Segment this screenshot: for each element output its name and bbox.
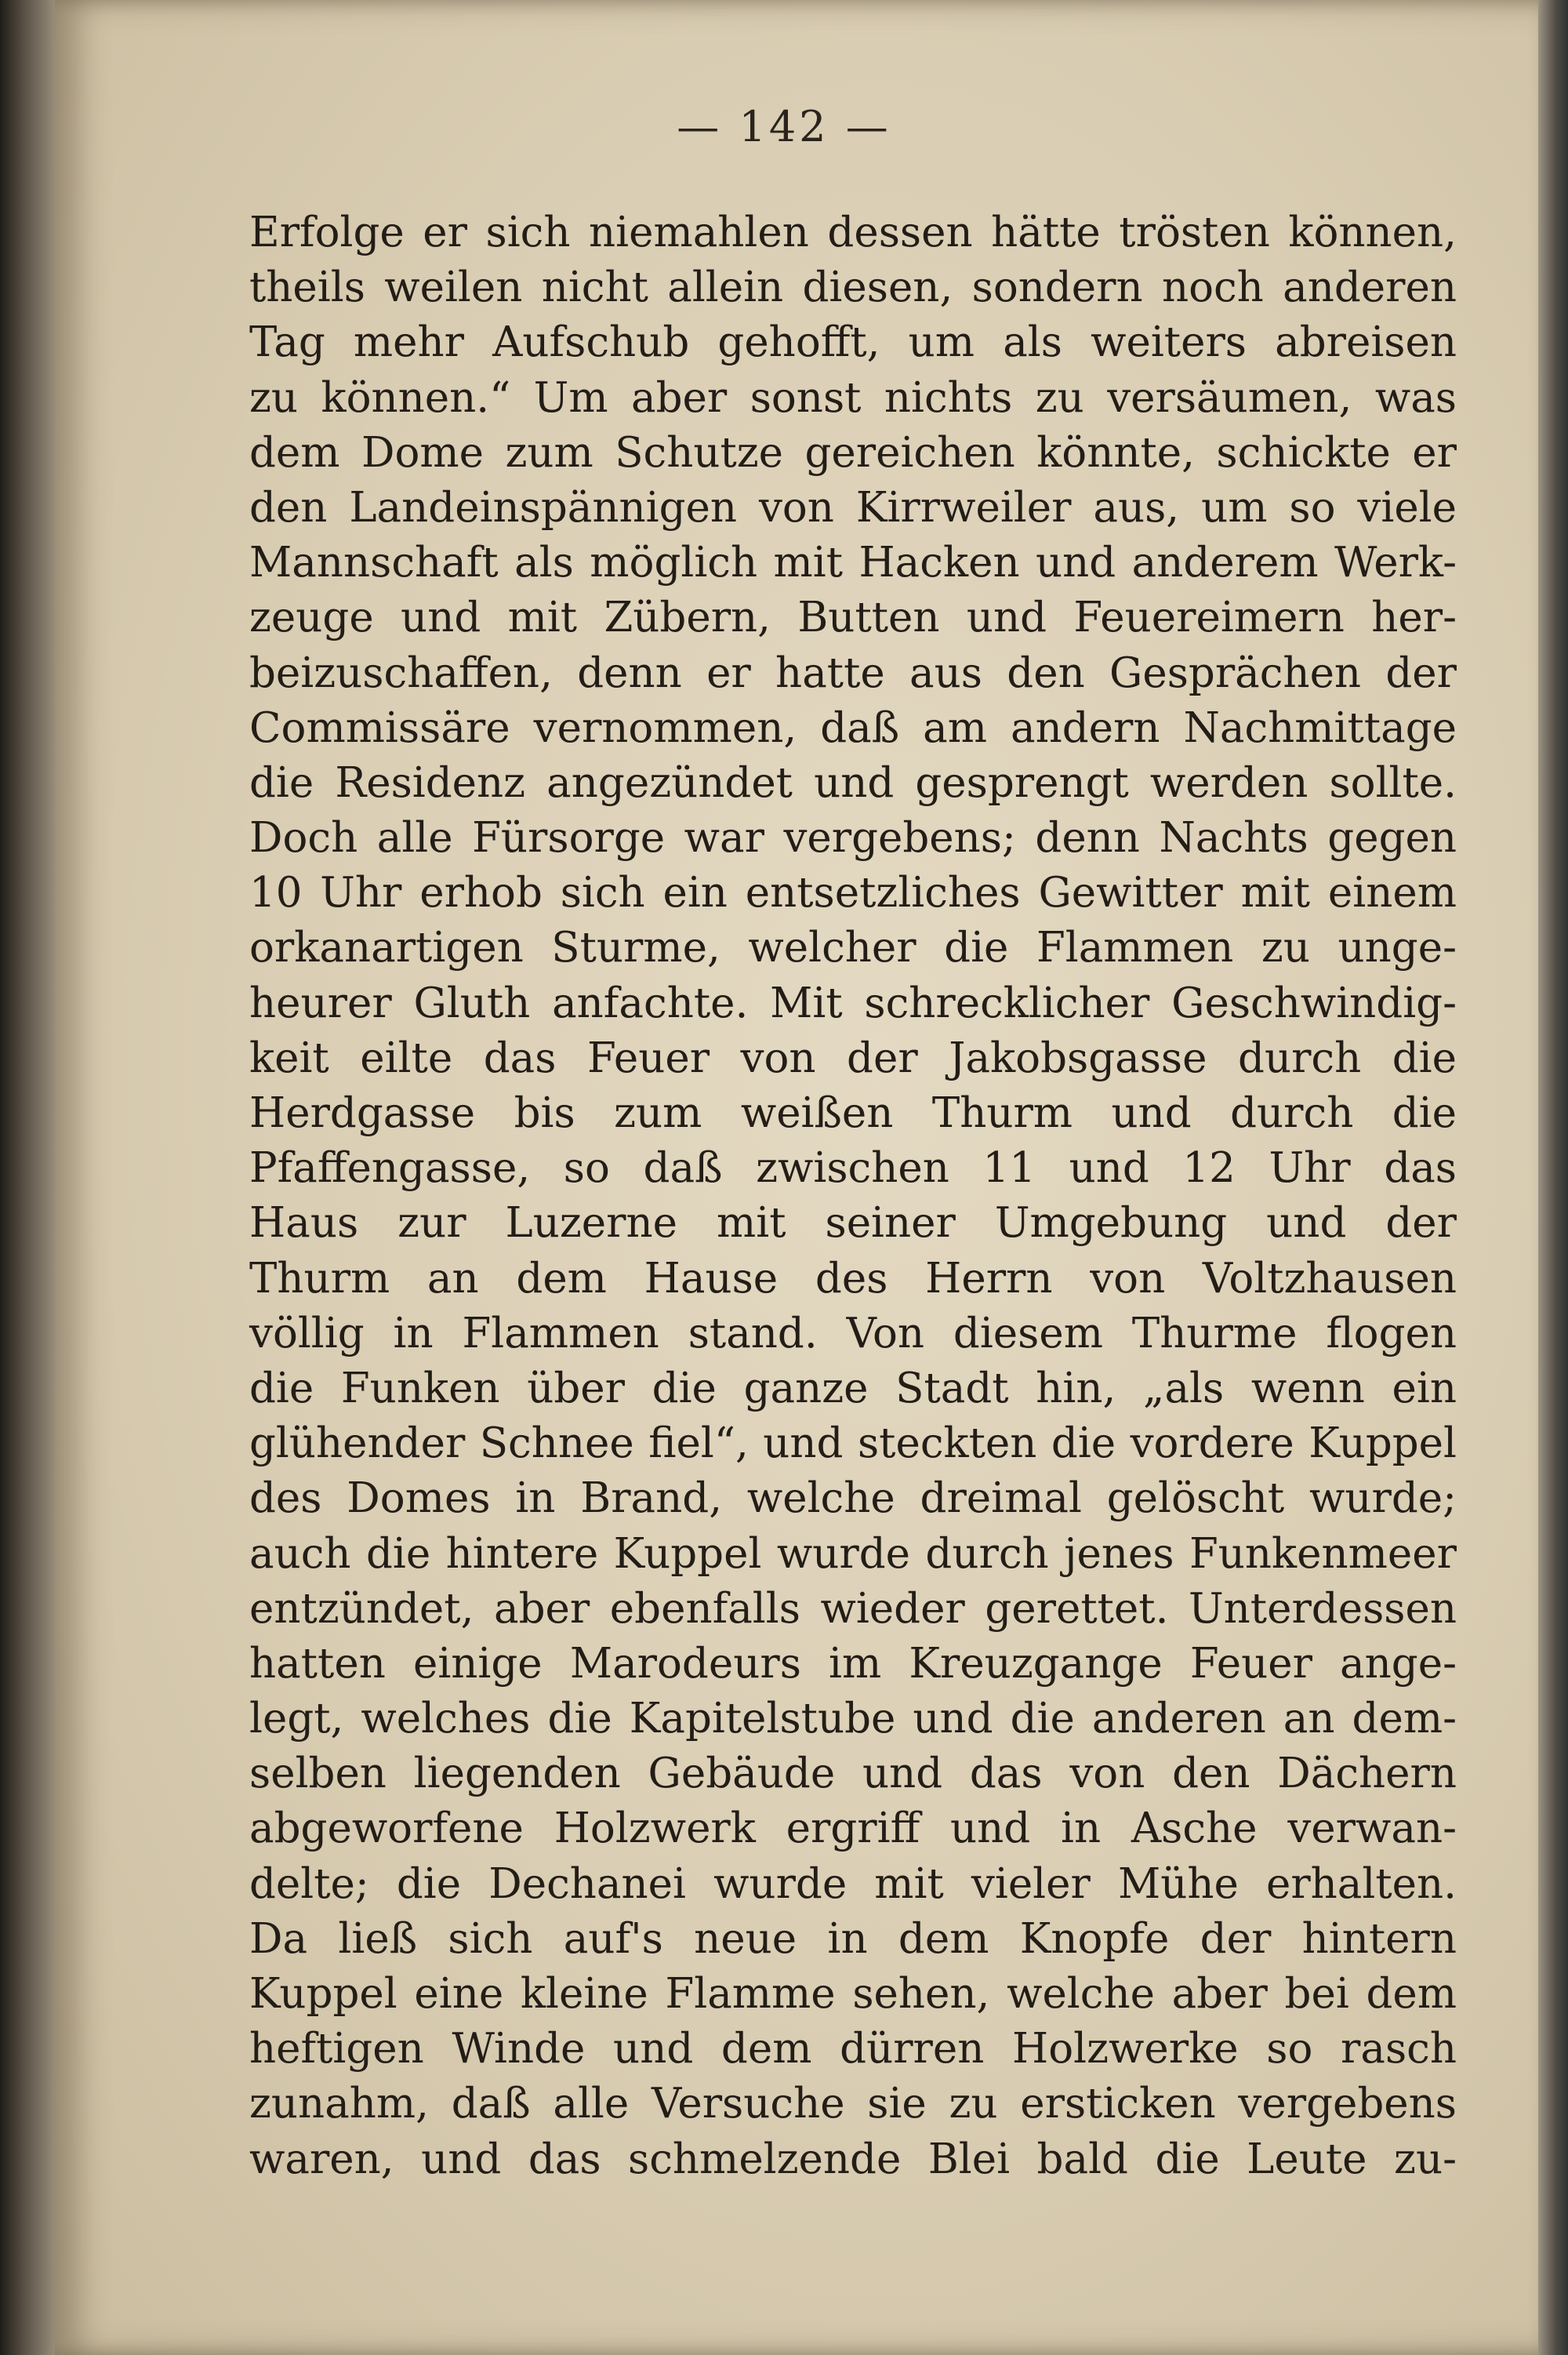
text-line: völlig in Flammen stand. Von diesem Thurme flogen [249,1309,1457,1357]
text-line: Tag mehr Aufschub gehofft, um als weiters abreisen [249,318,1457,367]
text-line: Haus zur Luzerne mit seiner Umgebung und der [249,1199,1457,1248]
text-line: delte; die Dechanei wurde mit vieler Mühe erhalten. [249,1859,1457,1908]
text-line: orkanartigen Sturme, welcher die Flammen zu unge- [249,924,1457,972]
text-line: zunahm, daß alle Versuche sie zu ersticken vergebens [249,2080,1457,2128]
text-line: hatten einige Marodeurs im Kreuzgange Feuer ange- [249,1639,1457,1688]
text-line: den Landeinspännigen von Kirrweiler aus, um so viele [249,483,1457,532]
text-line: Kuppel eine kleine Flamme sehen, welche aber bei dem [249,1970,1457,2018]
text-line: glühender Schnee fiel“, und steckten die vordere Kuppel [249,1419,1457,1468]
text-line: zeuge und mit Zübern, Butten und Feuereimern her- [249,594,1457,642]
text-line: Erfolge er sich niemahlen dessen hätte trösten können, [249,209,1457,256]
text-line: Mannschaft als möglich mit Hacken und anderem Werk- [249,539,1457,587]
page-edge [1538,0,1568,2355]
text-line: dem Dome zum Schutze gereichen könnte, schickte er [249,428,1457,477]
text-line: Doch alle Fürsorge war vergebens; denn Nachts gegen [249,814,1457,863]
text-line: heftigen Winde und dem dürren Holzwerke so rasch [249,2025,1457,2073]
text-line: Da ließ sich auf's neue in dem Knopfe der hintern [249,1914,1457,1963]
text-line: Commissäre vernommen, daß am andern Nachmittage [249,703,1457,752]
text-line: Herdgasse bis zum weißen Thurm und durch die [249,1089,1457,1137]
text-line: auch die hintere Kuppel wurde durch jenes Funkenmeer [249,1529,1457,1578]
text-line: die Funken über die ganze Stadt hin, „als wenn ein [249,1364,1457,1412]
text-line: selben liegenden Gebäude und das von den Dächern [249,1750,1457,1798]
text-line: legt, welches die Kapitelstube und die anderen an dem- [249,1695,1457,1743]
text-line: Thurm an dem Hause des Herrn von Voltzhausen [249,1254,1457,1303]
body-text [249,205,1457,2187]
text-line: keit eilte das Feuer von der Jakobsgasse durch die [249,1034,1457,1082]
text-line: Pfaffengasse, so daß zwischen 11 und 12 Uhr das [249,1144,1457,1193]
text-line: entzündet, aber ebenfalls wieder gerettet. Unterdessen [249,1584,1457,1633]
text-line: zu können.“ Um aber sonst nichts zu versäumen, was [249,373,1457,422]
text-line: beizuschaffen, denn er hatte aus den Gesprächen der [249,649,1457,697]
page-number: — 142 — [677,102,891,151]
text-line: die Residenz angezündet und gesprengt werden sollte. [249,758,1457,807]
text-line: des Domes in Brand, welche dreimal gelöscht wurde; [249,1474,1457,1523]
text-line: theils weilen nicht allein diesen, sondern noch anderen [249,263,1457,312]
text-line: abgeworfene Holzwerk ergriff und in Asche verwan- [249,1804,1457,1853]
text-line: waren, und das schmelzende Blei bald die Leute zu- [249,2135,1457,2183]
text-line: 10 Uhr erhob sich ein entsetzliches Gewitter mit einem [249,869,1457,918]
text-line: heurer Gluth anfachte. Mit schrecklicher Geschwindig- [249,979,1457,1027]
